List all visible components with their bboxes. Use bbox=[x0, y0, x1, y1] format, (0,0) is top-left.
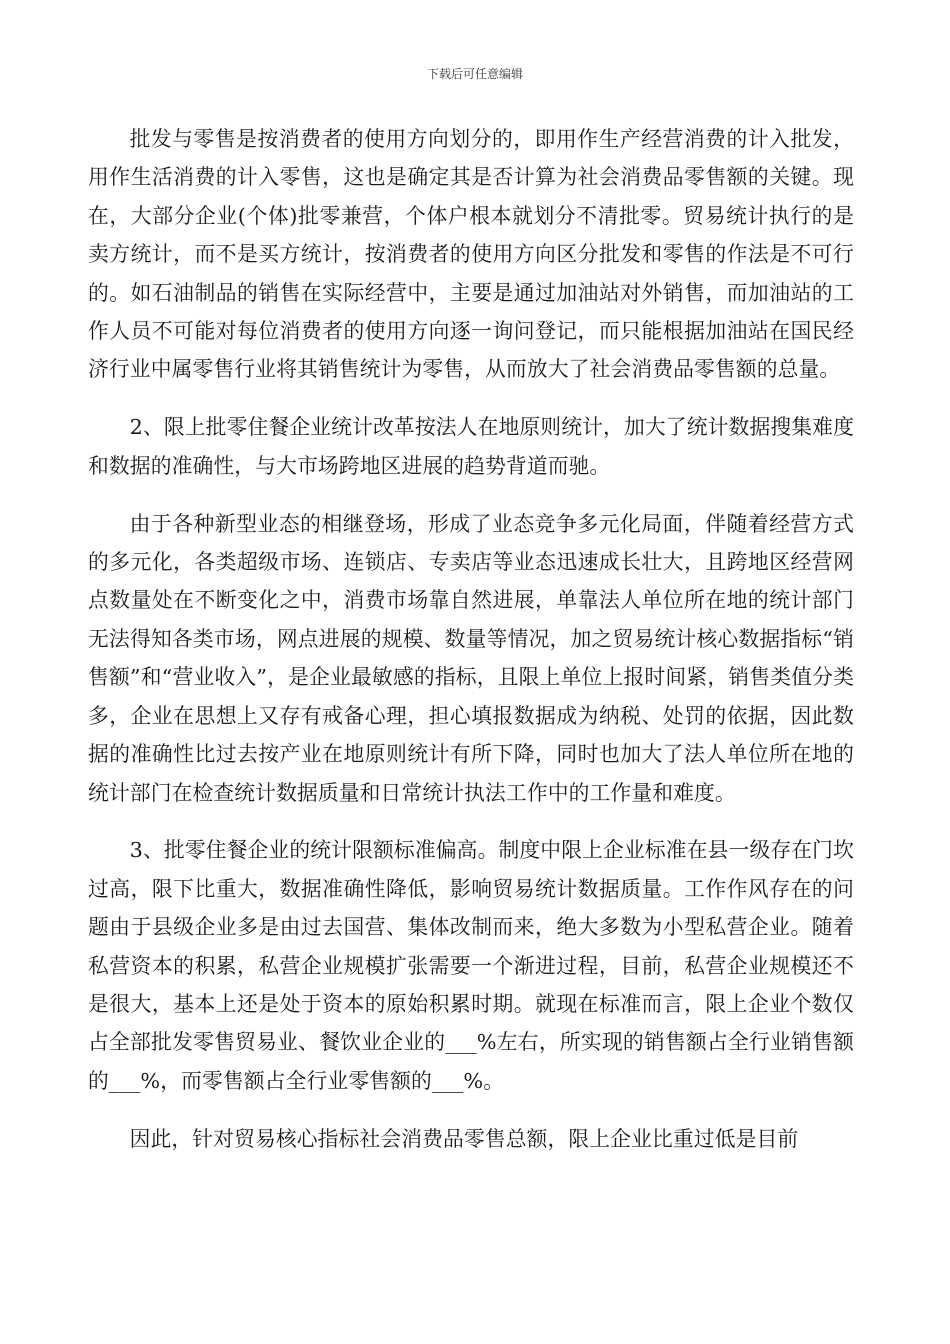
paragraph-point-2-heading: 2、限上批零住餐企业统计改革按法人在地原则统计，加大了统计数据搜集难度和数据的准确性，与大市场跨地区进展的趋势背道而驰。 bbox=[88, 415, 854, 478]
page-header: 下载后可任意编辑 bbox=[426, 67, 523, 81]
paragraph-point-3-threshold: 3、批零住餐企业的统计限额标准偏高。制度中限上企业标准在县一级存在门坎过高，限下比重大，数据准确性降低，影响贸易统计数据质量。工作作风存在的问题由于县级企业多是由过去国营、集体改制而来，绝大多数为小型私营企业。随着私营资本的积累，私营企业规模扩张需要一个渐进过程，目前，私营企业规模还不是很大，基本上还是处于资本的原始积累时期。就现在标准而言，限上企业个数仅占全部批发零售贸易业、餐饮业企业的___%左右，所实现的销售额占全行业销售额的___%，而零售额占全行业零售额的___%。 bbox=[88, 838, 854, 1093]
paragraph-conclusion-start: 因此，针对贸易核心指标社会消费品零售总额，限上企业比重过低是目前 bbox=[129, 1126, 799, 1151]
paragraph-new-business-formats: 由于各种新型业态的相继登场，形成了业态竞争多元化局面，伴随着经营方式的多元化，各类超级市场、连锁店、专卖店等业态迅速成长壮大，且跨地区经营网点数量处在不断变化之中，消费市场靠自然进展，单靠法人单位所在地的统计部门无法得知各类市场，网点进展的规模、数量等情况，加之贸易统计核心数据指标“销售额”和“营业收入”，是企业最敏感的指标，且限上单位上报时间紧，销售类值分类多，企业在思想上又存有戒备心理，担心填报数据成为纳税、处罚的依据，因此数据的准确性比过去按产业在地原则统计有所下降，同时也加大了法人单位所在地的统计部门在检查统计数据质量和日常统计执法工作中的工作量和难度。 bbox=[88, 511, 854, 805]
paragraph-wholesale-retail: 批发与零售是按消费者的使用方向划分的，即用作生产经营消费的计入批发，用作生活消费的计入零售，这也是确定其是否计算为社会消费品零售额的关键。现在，大部分企业(个体)批零兼营，个体户根本就划分不清批零。贸易统计执行的是卖方统计，而不是买方统计，按消费者的使用方向区分批发和零售的作法是不可行的。如石油制品的销售在实际经营中，主要是通过加油站对外销售，而加油站的工作人员不可能对每位消费者的使用方向逐一询问登记，而只能根据加油站在国民经济行业中属零售行业将其销售统计为零售，从而放大了社会消费品零售额的总量。 bbox=[88, 127, 854, 382]
document-body bbox=[88, 120, 854, 1158]
